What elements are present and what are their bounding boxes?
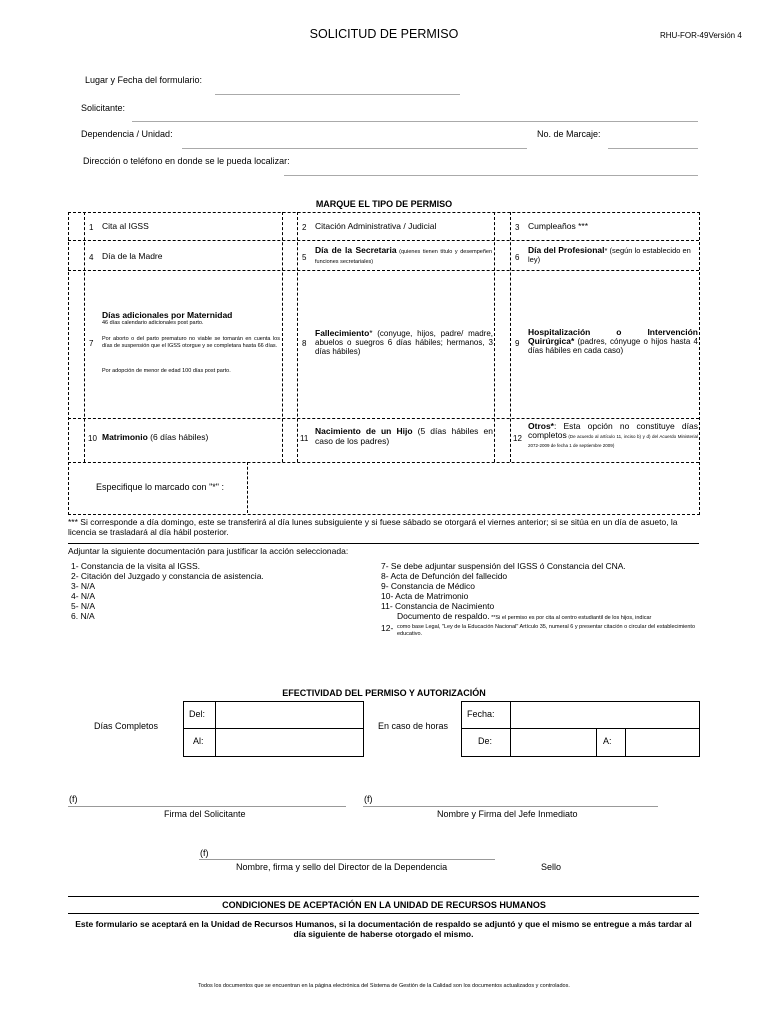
firma-director-label: Nombre, firma y sello del Director de la Dependencia [236, 862, 448, 872]
firma-solicitante-label: Firma del Solicitante [164, 809, 246, 819]
marcaje-field[interactable] [608, 148, 698, 149]
de-field[interactable] [512, 730, 595, 754]
del-label: Del: [189, 709, 206, 719]
condiciones-mid-rule [68, 913, 699, 914]
marcaje-label: No. de Marcaje: [537, 129, 601, 139]
doc-item: Documento de respaldo. **Si el permiso es por cita al centro estudiantil de los hijos, indicar [397, 611, 652, 621]
al-field[interactable] [217, 730, 361, 754]
tipo-heading: MARQUE EL TIPO DE PERMISO [315, 199, 453, 209]
condiciones-top-rule [68, 896, 699, 897]
lugar-fecha-label: Lugar y Fecha del formulario: [85, 75, 203, 85]
especifique-label: Especifique lo marcado con "*" : [96, 482, 224, 492]
fecha-label: Fecha: [467, 709, 495, 719]
horas-label: En caso de horas [378, 721, 449, 731]
del-field[interactable] [217, 703, 361, 727]
condiciones-heading: CONDICIONES DE ACEPTACIÓN EN LA UNIDAD DE RECURSOS HUMANOS [222, 900, 546, 910]
especifique-field[interactable] [250, 465, 696, 511]
doc-item: 5- N/A [71, 601, 96, 611]
firma-solicitante-field[interactable] [68, 806, 346, 807]
solicitante-label: Solicitante: [81, 103, 126, 113]
dias-completos-label: Días Completos [94, 721, 159, 731]
doc-item: 10- Acta de Matrimonio [381, 591, 469, 601]
a-label: A: [603, 736, 612, 746]
doc-item: 2- Citación del Juzgado y constancia de asistencia. [71, 571, 264, 581]
condiciones-text: Este formulario se aceptará en la Unidad de Recursos Humanos, si la documentación de respaldo se adjuntó y que el mismo se entregue a más tardar al día siguiente de haberse otorgado el mismo. [75, 919, 692, 939]
form-code: RHU-FOR-49Versión 4 [660, 31, 742, 40]
efectividad-heading: EFECTIVIDAD DEL PERMISO Y AUTORIZACIÓN [282, 688, 486, 698]
doc-item: 11- Constancia de Nacimiento [381, 601, 495, 611]
f-label: (f) [69, 794, 78, 804]
dependencia-label: Dependencia / Unidad: [81, 129, 173, 139]
sello-label: Sello [541, 862, 562, 872]
direccion-field[interactable] [284, 175, 698, 176]
a-field[interactable] [627, 730, 697, 754]
f-label: (f) [364, 794, 373, 804]
firma-jefe-field[interactable] [363, 806, 658, 807]
footer-note: Todos los documentos que se encuentran en la página electrónica del Sistema de Gestión de la Calidad son los documentos actualizados y controlados. [198, 983, 570, 989]
docs-left-list [71, 561, 264, 621]
doc-item: 12- como base Legal, "Ley de la Educación Nacional" Artículo 35, numeral 6 y presentar citación o circular del establecimiento educativo. [381, 623, 696, 637]
doc-item: 6. N/A [71, 611, 95, 621]
asueto-note: *** Si corresponde a día domingo, este se transferirá al día lunes subsiguiente y si fuese sábado se otorgará el viernes anterior; si se sitúa en un día de asueto, la licencia se trasladará al día hábil posterior. [68, 517, 678, 537]
al-label: Al: [193, 736, 204, 746]
doc-item: 8- Acta de Defunción del fallecido [381, 571, 508, 581]
doc-item: 9- Constancia de Médico [381, 581, 476, 591]
note-divider [68, 543, 699, 544]
doc-item: 4- N/A [71, 591, 96, 601]
dependencia-field[interactable] [182, 148, 527, 149]
direccion-label: Dirección o teléfono en donde se le pueda localizar: [83, 156, 290, 166]
firma-jefe-label: Nombre y Firma del Jefe Inmediato [437, 809, 578, 819]
de-label: De: [478, 736, 493, 746]
doc-item: 3- N/A [71, 581, 96, 591]
firma-director-field[interactable] [199, 859, 495, 860]
f-label: (f) [200, 848, 209, 858]
page-title: SOLICITUD DE PERMISO [309, 27, 459, 41]
docs-right-list [381, 561, 701, 637]
doc-item: 1- Constancia de la visita al IGSS. [71, 561, 200, 571]
solicitante-field[interactable] [132, 121, 698, 122]
docs-heading: Adjuntar la siguiente documentación para justificar la acción seleccionada: [68, 546, 349, 556]
fecha-field[interactable] [512, 703, 696, 727]
lugar-fecha-field[interactable] [215, 94, 460, 95]
doc-item: 7- Se debe adjuntar suspensión del IGSS ó Constancia del CNA. [381, 561, 626, 571]
